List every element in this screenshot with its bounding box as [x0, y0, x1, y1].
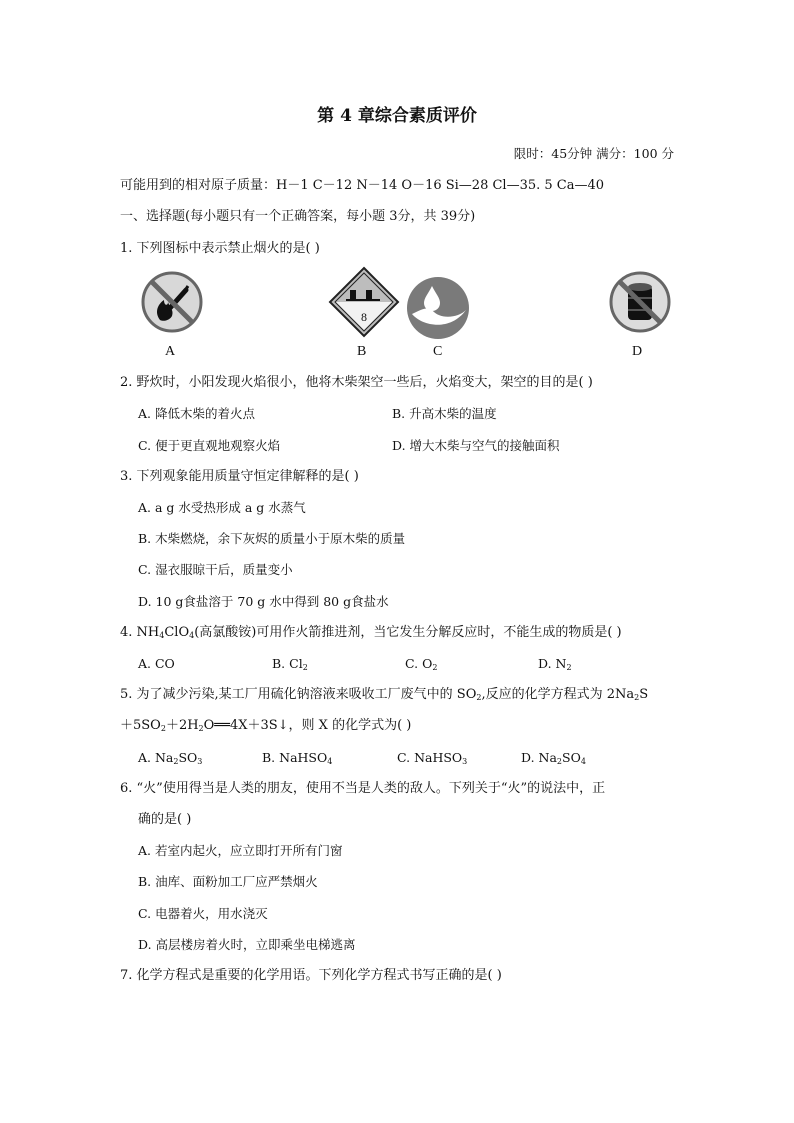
question-5-option-b: B. NaHSO$_4$ — [262, 750, 333, 766]
question-6-line-2: 确的是( ) — [138, 812, 192, 827]
question-4-option-a: A. CO — [138, 656, 175, 671]
atomic-masses: 可能用到的相对原子质量：H－1 C－12 N－14 O－16 Si—28 Cl—35. 5 Ca—40 — [120, 178, 605, 193]
no-fire-icon — [140, 270, 204, 334]
question-3-stem: 3. 下列观象能用质量守恒定律解释的是( ) — [120, 469, 359, 484]
question-5-option-a: A. $Na_2SO_3$ — [138, 750, 203, 766]
question-2-option-a: A. 降低木柴的着火点 — [138, 406, 255, 421]
question-6-option-c: C. 电器着火，用水浇灭 — [138, 906, 268, 921]
water-saving-icon — [406, 276, 470, 340]
question-2-option-b: B. 升高木柴的温度 — [392, 406, 497, 421]
corrosive-hazard-icon — [328, 266, 400, 338]
question-3-option-b: B. 木柴燃烧，余下灰烬的质量小于原木柴的质量 — [138, 531, 406, 546]
question-3-option-d: D. 10 g食盐溶于 70 g 水中得到 80 g食盐水 — [138, 594, 389, 609]
question-5-line-1: 5. 为了减少污染,某工厂用硫化钠溶液来吸收工厂废气中的 $SO_2$,反应的化学方程式为 $2Na_2S$ — [120, 687, 649, 702]
hazard-number: 8 — [361, 310, 367, 324]
question-5-option-d: D. $Na_2SO_4$ — [521, 750, 586, 766]
option-label-b: B — [357, 344, 367, 359]
no-barrel-icon — [608, 270, 672, 334]
question-3-option-a: A. a g 水受热形成 a g 水蒸气 — [138, 500, 306, 515]
question-2-option-d: D. 增大木柴与空气的接触面积 — [392, 438, 560, 453]
question-6-line-1: 6. “火”使用得当是人类的朋友，使用不当是人类的敌人。下列关于“火”的说法中，正 — [120, 781, 606, 796]
question-1-stem: 1. 下列图标中表示禁止烟火的是( ) — [120, 241, 320, 256]
page-title: 第 4 章综合素质评价 — [317, 106, 477, 126]
question-2-stem: 2. 野炊时，小阳发现火焰很小，他将木柴架空一些后，火焰变大，架空的目的是( ) — [120, 375, 593, 390]
option-label-d: D — [632, 344, 643, 359]
question-6-option-b: B. 油库、面粉加工厂应严禁烟火 — [138, 874, 318, 889]
question-5-line-2: $+5SO_2+2H_2O══4X+3S↓$，则 X 的化学式为( ) — [120, 718, 412, 733]
question-4-option-c: C. $O_2$ — [405, 656, 438, 672]
section-heading: 一、选择题(每小题只有一个正确答案，每小题 3分，共 39分) — [120, 209, 476, 224]
question-5-option-c: C. NaHSO$_3$ — [397, 750, 468, 766]
question-4-option-d: D. $N_2$ — [538, 656, 572, 672]
question-2-option-c: C. 便于更直观地观察火焰 — [138, 438, 281, 453]
question-6-option-a: A. 若室内起火，应立即打开所有门窗 — [138, 843, 343, 858]
question-4-option-b: B. $Cl_2$ — [272, 656, 308, 672]
question-4-stem: 4. $NH_4ClO_4$(高氯酸铵)可用作火箭推进剂，当它发生分解反应时，不能生成的物质是( ) — [120, 625, 622, 640]
question-7-stem: 7. 化学方程式是重要的化学用语。下列化学方程式书写正确的是( ) — [120, 968, 502, 983]
time-score-info: 限时：45分钟 满分：100 分 — [513, 146, 674, 161]
question-3-option-c: C. 湿衣服晾干后，质量变小 — [138, 562, 293, 577]
question-6-option-d: D. 高层楼房着火时，立即乘坐电梯逃离 — [138, 937, 356, 952]
option-label-c: C — [433, 344, 443, 359]
option-label-a: A — [165, 344, 176, 359]
